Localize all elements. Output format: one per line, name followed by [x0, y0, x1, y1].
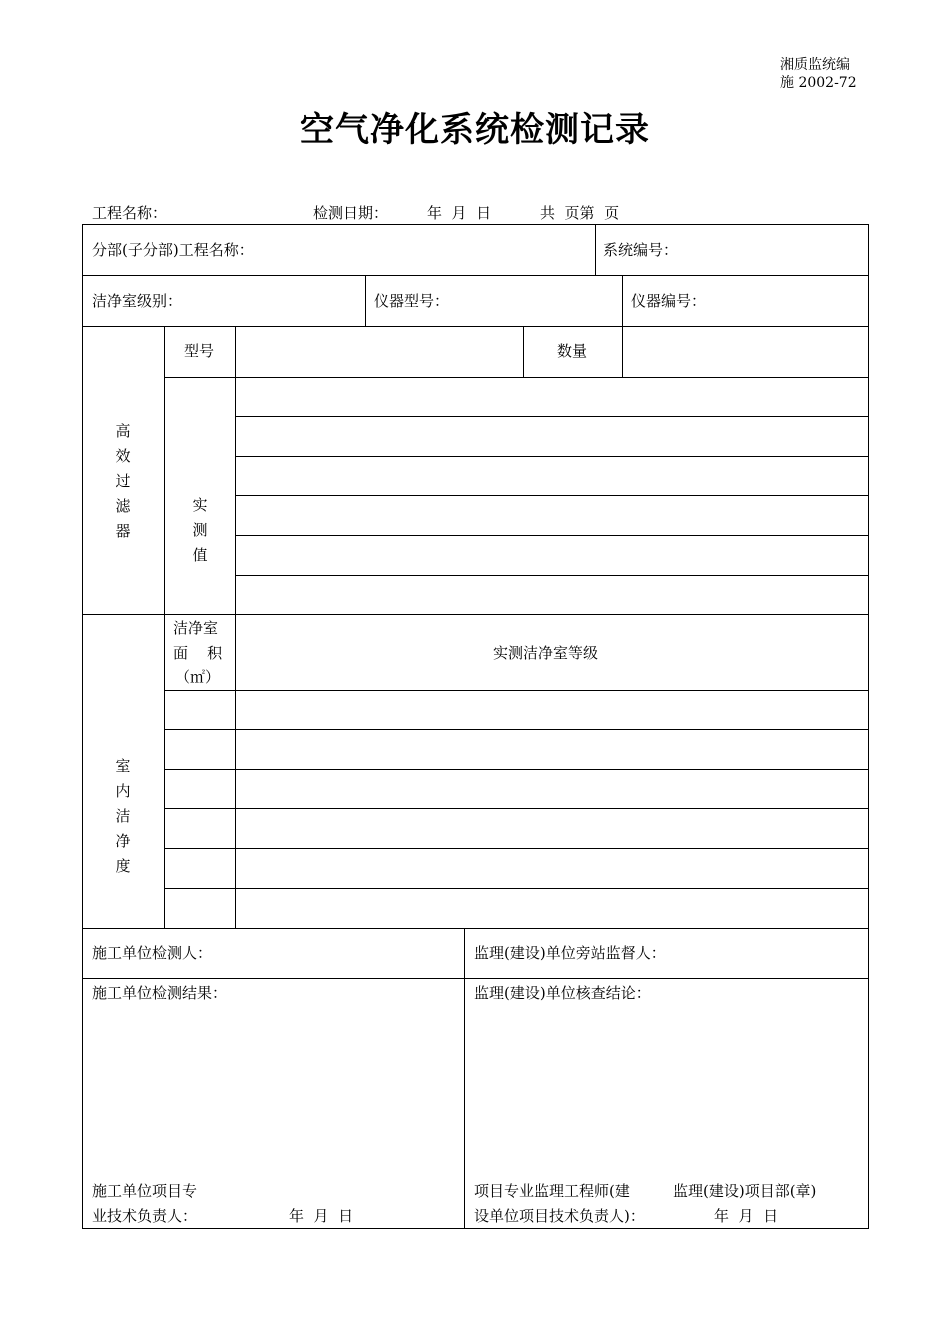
supervision-conclusion-label: 监理(建设)单位核查结论： — [474, 984, 651, 1002]
right-signature-line1: 项目专业监理工程师(建 — [474, 1182, 630, 1200]
hepa-char: 过 — [115, 472, 131, 490]
col-divider — [523, 326, 524, 377]
hepa-char: 高 — [115, 422, 131, 440]
hepa-char: 器 — [115, 522, 131, 540]
left-signature-date: 年 月 日 — [289, 1207, 354, 1225]
measured-char: 测 — [192, 521, 208, 539]
hepa-char: 滤 — [115, 497, 131, 515]
project-name-label: 工程名称： — [92, 204, 168, 222]
document-code — [780, 56, 890, 92]
row-divider — [235, 535, 869, 536]
cleanroom-grade-label: 洁净室级别： — [92, 292, 183, 310]
cleanliness-char: 净 — [115, 832, 131, 850]
row-divider — [83, 275, 869, 276]
construction-tester-label: 施工单位检测人： — [92, 944, 213, 962]
row-divider — [164, 769, 869, 770]
row-divider — [235, 416, 869, 417]
inspection-form-table — [82, 224, 869, 1229]
hepa-filter-section-label — [113, 419, 133, 544]
right-signature-line2: 设单位项目技术负责人)： — [474, 1207, 645, 1225]
subproject-name-label: 分部(子分部)工程名称： — [92, 241, 254, 259]
cleanliness-char: 洁 — [115, 807, 131, 825]
right-signature-date: 年 月 日 — [714, 1207, 779, 1225]
measured-cleanroom-grade-label: 实测洁净室等级 — [493, 644, 599, 662]
construction-test-result-label: 施工单位检测结果： — [92, 984, 228, 1002]
row-divider — [235, 495, 869, 496]
site-supervisor-label: 监理(建设)单位旁站监督人： — [474, 944, 666, 962]
measured-char: 实 — [192, 496, 208, 514]
cleanroom-area-label-line1: 洁净室 — [173, 619, 219, 637]
system-number-label: 系统编号： — [603, 241, 679, 259]
row-divider — [83, 978, 869, 979]
col-divider — [365, 275, 366, 326]
instrument-model-label: 仪器型号： — [374, 292, 450, 310]
row-divider — [235, 575, 869, 576]
hepa-char: 效 — [115, 447, 131, 465]
page-count-label: 共 页第 页 — [540, 204, 620, 222]
left-signature-line2: 业技术负责人： — [92, 1207, 198, 1225]
col-divider — [595, 225, 596, 275]
col-divider — [622, 275, 623, 326]
page-title: 空气净化系统检测记录 — [300, 110, 650, 150]
left-signature-line1: 施工单位项目专 — [92, 1182, 198, 1200]
cleanliness-char: 内 — [115, 782, 131, 800]
cleanroom-area-label-line2: 面 积 — [173, 644, 223, 662]
project-department-seal-label: 监理(建设)项目部(章) — [673, 1182, 817, 1200]
col-divider — [464, 928, 465, 1229]
test-date-label: 检测日期： — [313, 204, 389, 222]
row-divider — [164, 690, 869, 691]
col-divider — [622, 326, 623, 377]
indoor-cleanliness-section-label — [113, 754, 133, 879]
row-divider — [83, 326, 869, 327]
hepa-quantity-label: 数量 — [557, 342, 588, 360]
document-code-line2: 施 2002-72 — [780, 75, 857, 91]
hepa-measured-value-label — [190, 493, 210, 568]
cleanliness-char: 度 — [115, 857, 131, 875]
cleanliness-char: 室 — [115, 757, 131, 775]
row-divider — [164, 848, 869, 849]
row-divider — [164, 729, 869, 730]
test-date-format: 年 月 日 — [427, 204, 492, 222]
row-divider — [83, 928, 869, 929]
row-divider — [164, 377, 869, 378]
document-code-line1: 湘质监统编 — [780, 57, 850, 73]
measured-char: 值 — [192, 546, 208, 564]
col-divider — [235, 326, 236, 928]
hepa-model-label: 型号 — [184, 342, 215, 360]
row-divider — [235, 456, 869, 457]
col-divider — [164, 326, 165, 928]
row-divider — [83, 614, 869, 615]
cleanroom-area-unit: （㎡） — [175, 668, 221, 686]
row-divider — [164, 808, 869, 809]
row-divider — [164, 888, 869, 889]
instrument-number-label: 仪器编号： — [631, 292, 707, 310]
